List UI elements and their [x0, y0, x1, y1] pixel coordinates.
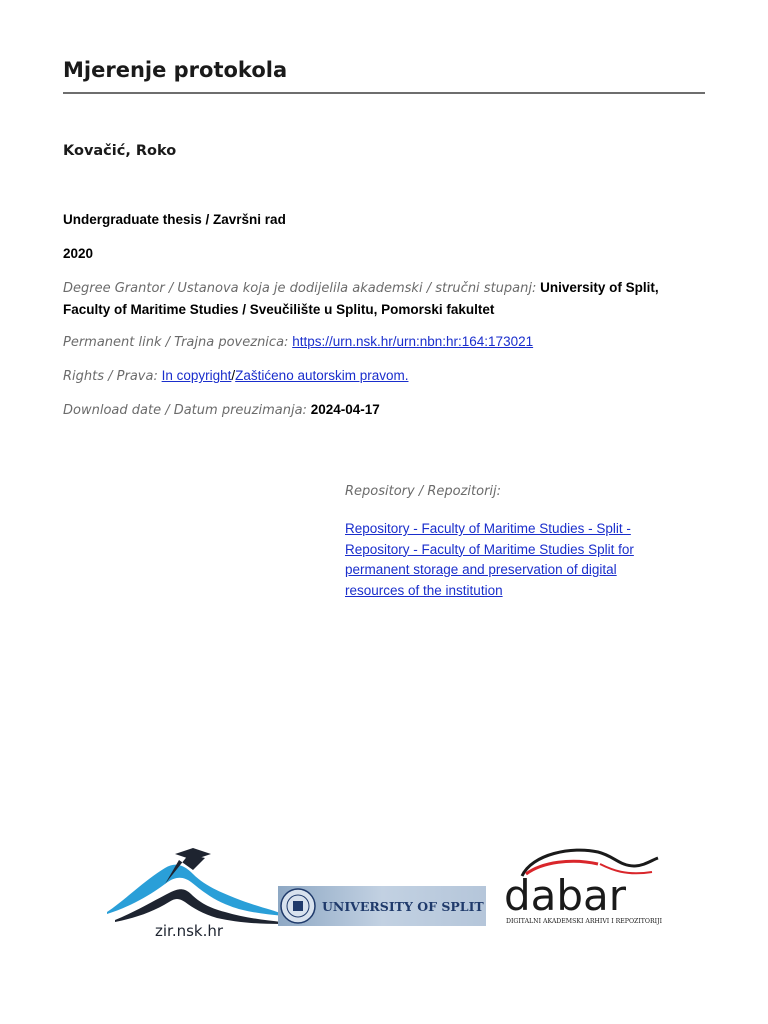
document-year: 2020: [63, 246, 94, 261]
dabar-logo: [502, 846, 664, 926]
document-type: Undergraduate thesis / Završni rad: [63, 212, 286, 227]
university-of-split-logo: [278, 886, 486, 926]
download-row: [63, 399, 703, 421]
repository-label: Repository / Repozitorij:: [345, 484, 502, 499]
university-of-split-text: UNIVERSITY OF SPLIT: [322, 899, 484, 914]
grantor-label: Degree Grantor / Ustanova koja je dodijelila akademski / stručni stupanj:: [63, 281, 537, 296]
rights-link-zasticeno[interactable]: Zaštićeno autorskim pravom.: [235, 368, 409, 383]
dabar-subtitle: DIGITALNI AKADEMSKI ARHIVI I REPOZITORIJI: [506, 918, 663, 925]
permalink-row: [63, 331, 703, 353]
author-name: Kovačić, Roko: [63, 143, 177, 159]
rights-separator: /: [231, 368, 236, 383]
rights-link-in-copyright[interactable]: In copyright: [161, 368, 232, 383]
download-date: 2024-04-17: [310, 402, 380, 417]
permalink-link[interactable]: https://urn.nsk.hr/urn:nbn:hr:164:173021: [292, 334, 534, 349]
repository-link[interactable]: Repository - Faculty of Maritime Studies - Split - Repository - Faculty of Maritime Studies Split for permanent storage and preservation of digital resources of the institution: [345, 521, 634, 598]
repository-link-block: [345, 519, 665, 601]
zir-logo: [105, 840, 285, 940]
download-label: Download date / Datum preuzimanja:: [63, 403, 307, 418]
grantor-row: [63, 277, 703, 320]
logos-strip: [0, 830, 768, 940]
dabar-text: dabar: [504, 871, 627, 920]
grantor-value: University of Split, Faculty of Maritime Studies / Sveučilište u Splitu, Pomorski fakultet: [63, 280, 659, 317]
rights-label: Rights / Prava:: [63, 369, 158, 384]
permalink-label: Permanent link / Trajna poveznica:: [63, 335, 289, 350]
title-divider: [63, 92, 705, 94]
rights-row: [63, 365, 703, 387]
zir-logo-text: zir.nsk.hr: [155, 922, 224, 940]
document-title: Mjerenje protokola: [63, 58, 288, 82]
